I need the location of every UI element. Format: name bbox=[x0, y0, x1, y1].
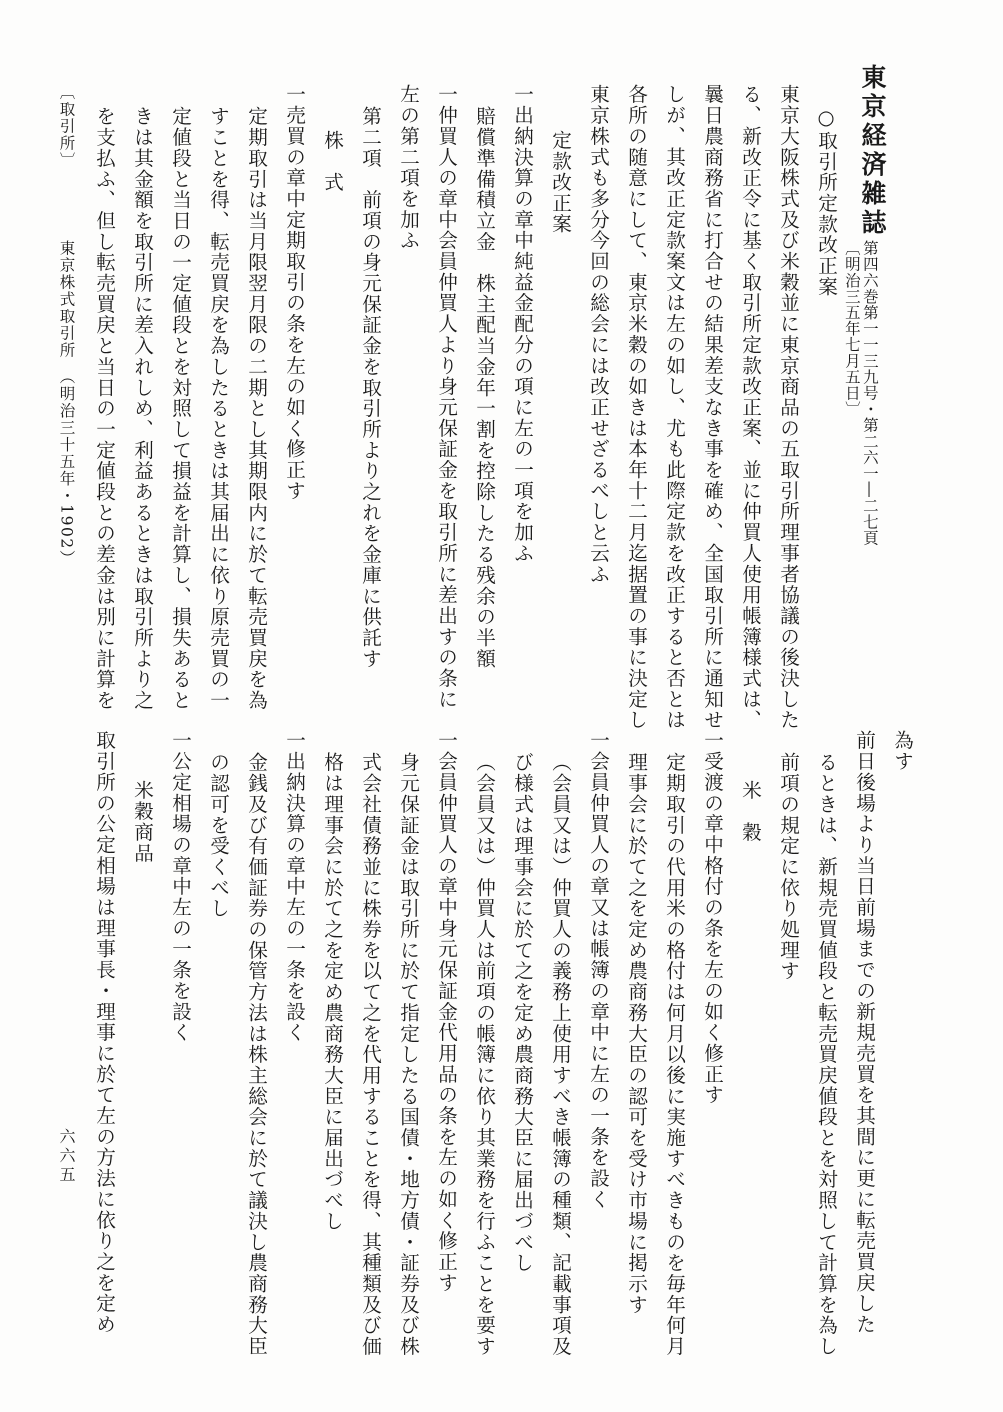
issue-date: 〔明治三五年七月五日〕 bbox=[842, 240, 861, 418]
text-column: の認可を受くべし bbox=[206, 752, 230, 919]
text-column: 一会員仲買人の章中身元保証金代用品の条を左の如く修正す bbox=[434, 730, 458, 1293]
text-column: 一仲買人の章中会員仲買人より身元保証金を取引所に差出すの条に bbox=[434, 84, 458, 710]
journal-title: 東京経済雑誌 bbox=[858, 64, 887, 238]
text-column: 身元保証金は取引所に於て指定したる国債・地方債・証券及び株 bbox=[396, 752, 420, 1357]
text-column: 一売買の章中定期取引の条を左の如く修正す bbox=[282, 84, 306, 501]
section-heading: 株 式 bbox=[320, 130, 344, 193]
section-heading: 米穀商品 bbox=[130, 780, 154, 864]
text-column: 一会員仲買人の章又は帳簿の章中に左の一条を設く bbox=[586, 730, 610, 1210]
text-column: きは其金額を取引所に差入れしめ、利益あるときは取引所より之 bbox=[130, 106, 154, 711]
text-column: しが、其改正定款案文は左の如し、尤も此際定款を改正すると否とは bbox=[662, 84, 686, 731]
text-column: を支払ふ、但し転売買戻と当日の一定値段との差金は別に計算を bbox=[92, 106, 116, 711]
text-column: （会員又は）仲買人の義務上使用すべき帳簿の種類、記載事項及 bbox=[548, 752, 572, 1357]
text-column: （会員又は）仲買人は前項の帳簿に依り其業務を行ふことを要す bbox=[472, 752, 496, 1357]
text-column: び様式は理事会に於て之を定め農商務大臣に届出づべし bbox=[510, 752, 534, 1274]
footer-source: 東京株式取引所 （明治三十五年・1902） bbox=[57, 240, 76, 567]
text-column: 賠償準備積立金 株主配当金年一割を控除したる残余の半額 bbox=[472, 106, 496, 669]
text-column: 定期取引の代用米の格付は何月以後に実施すべきものを毎年何月 bbox=[662, 752, 686, 1357]
text-column: 東京大阪株式及び米穀並に東京商品の五取引所理事者協議の後決した bbox=[776, 84, 800, 731]
text-column: 東京株式も多分今回の総会には改正せざるべしと云ふ bbox=[586, 84, 610, 585]
section-heading: 米 穀 bbox=[738, 780, 762, 843]
text-column: 第二項 前項の身元保証金を取引所より之れを金庫に供託す bbox=[358, 106, 382, 669]
section-heading: ○取引所定款改正案 bbox=[814, 106, 838, 298]
text-column: 左の第二項を加ふ bbox=[396, 84, 420, 251]
text-column: 前項の規定に依り処理す bbox=[776, 752, 800, 982]
text-column: 前日後場より当日前場までの新規売買を其間に更に転売買戻した bbox=[852, 730, 876, 1335]
text-column: るときは、新規売買値段と転売買戻値段とを対照して計算を為し bbox=[814, 752, 838, 1357]
text-column: 一出納決算の章中左の一条を設く bbox=[282, 730, 306, 1043]
text-column: 理事会に於て之を定め農商務大臣の認可を受け市場に掲示す bbox=[624, 752, 648, 1315]
text-column: 取引所の公定相場は理事長・理事に於て左の方法に依り之を定め bbox=[92, 730, 116, 1335]
text-column: 格は理事会に於て之を定め農商務大臣に届出づべし bbox=[320, 752, 344, 1232]
text-column: 一出納決算の章中純益金配分の項に左の一項を加ふ bbox=[510, 84, 534, 564]
text-column: 一公定相場の章中左の一条を設く bbox=[168, 730, 192, 1043]
text-column: 曩日農商務省に打合せの結果差支なき事を確め、全国取引所に通知せ bbox=[700, 84, 724, 731]
section-heading: 定款改正案 bbox=[548, 130, 572, 235]
footer-category: 〔取引所〕 bbox=[57, 84, 76, 169]
text-column: 式会社債務並に株券を以て之を代用することを得、其種類及び価 bbox=[358, 752, 382, 1357]
page-number: 六六五 bbox=[57, 1128, 76, 1185]
text-column: 金銭及び有価証券の保管方法は株主総会に於て議決し農商務大臣 bbox=[244, 752, 268, 1357]
text-column: 定値段と当日の一定値段とを対照して損益を計算し、損失あると bbox=[168, 106, 192, 711]
text-column: 為す bbox=[890, 730, 914, 772]
text-column: る、新改正令に基く取引所定款改正案、並に仲買人使用帳簿様式は、 bbox=[738, 84, 762, 731]
text-column: 定期取引は当月限翌月限の二期とし其期限内に於て転売買戻を為 bbox=[244, 106, 268, 711]
text-column: 各所の随意にして、東京米穀の如きは本年十二月迄据置の事に決定し bbox=[624, 84, 648, 731]
text-column: すことを得、転売買戻を為したるときは其届出に依り原売買の一 bbox=[206, 106, 230, 711]
issue-info: 第四六巻第一一三九号・第二六一―二七頁 bbox=[860, 240, 879, 546]
text-column: 一受渡の章中格付の条を左の如く修正す bbox=[700, 730, 724, 1106]
